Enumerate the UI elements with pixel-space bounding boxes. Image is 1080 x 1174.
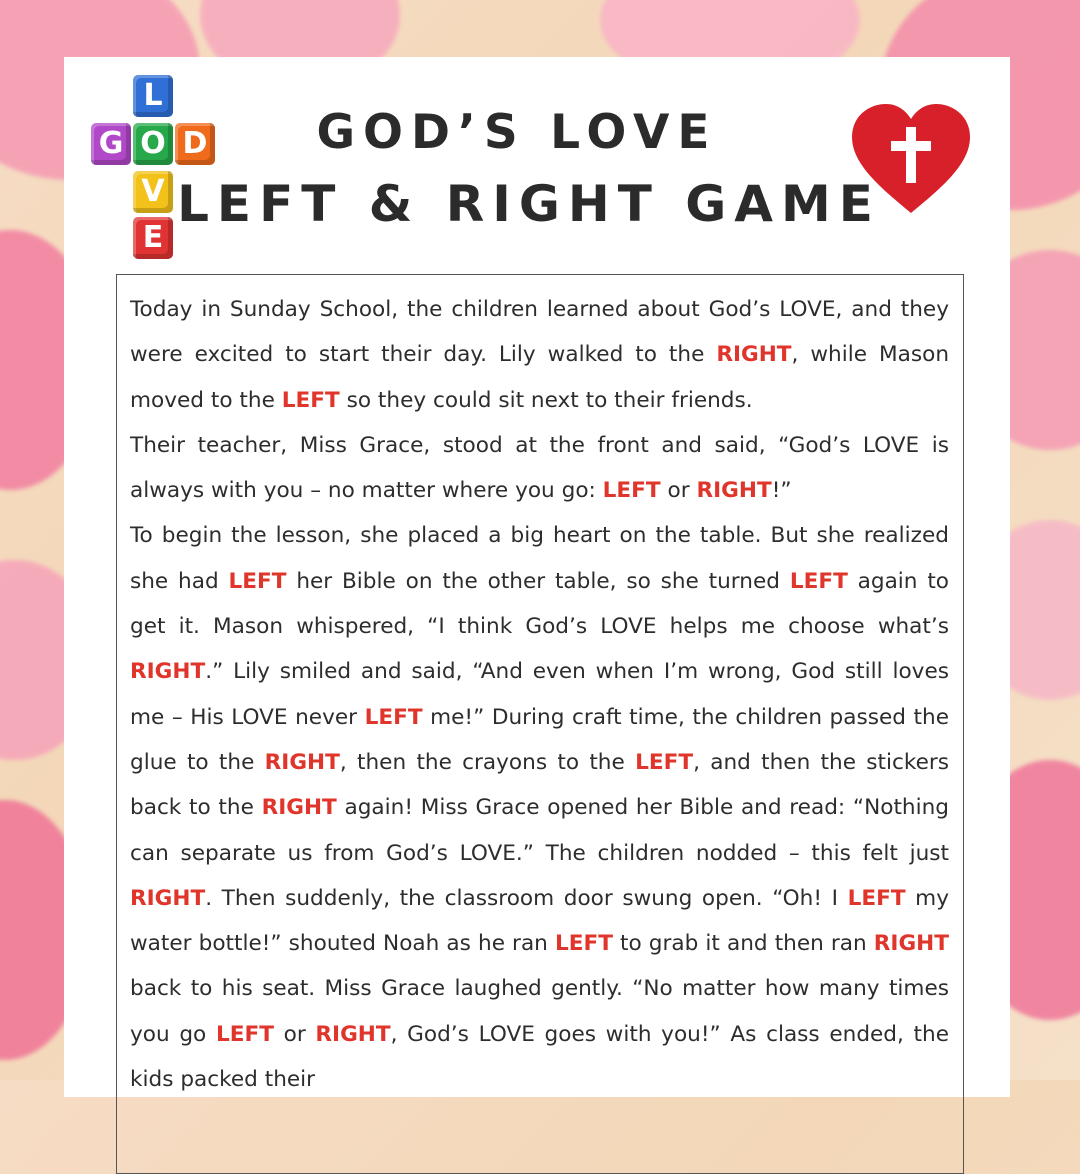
- direction-word: RIGHT: [130, 659, 206, 685]
- story-text-box: [116, 274, 964, 1174]
- logo-block-g: G: [91, 123, 131, 165]
- god-love-blocks-logo: [90, 75, 230, 265]
- story-paragraph: [130, 423, 949, 514]
- story-paragraph: [130, 287, 949, 423]
- story-text: to grab it and then ran: [612, 931, 874, 957]
- story-text: or: [660, 478, 697, 504]
- direction-word: RIGHT: [130, 885, 206, 911]
- logo-block-e: E: [133, 217, 173, 259]
- heart-cross-icon: [848, 101, 974, 219]
- story-text: , then the crayons to the: [339, 749, 636, 775]
- direction-word: LEFT: [228, 568, 287, 594]
- direction-word: LEFT: [364, 704, 423, 730]
- story-text: , and then the stickers back to the: [130, 749, 950, 821]
- story-text: my water bottle!” shouted Noah as he ran: [130, 885, 949, 957]
- page-title-line-2: LEFT & RIGHT GAME: [177, 175, 881, 233]
- direction-word: LEFT: [281, 387, 340, 413]
- story-text: To begin the lesson, she placed a big heart on the table. But she realized she had: [130, 523, 949, 594]
- story-text: Today in Sunday School, the children learned about God’s LOVE, and they were excited to start their day. Lily walked to the: [130, 297, 949, 368]
- story-text: !”: [771, 478, 792, 504]
- logo-block-v: V: [133, 171, 173, 213]
- worksheet: [64, 57, 1010, 1097]
- story-text: Their teacher, Miss Grace, stood at the front and said, “God’s LOVE is always with you – no matter where you go:: [130, 432, 949, 504]
- story-text: . Then suddenly, the classroom door swung open. “Oh! I: [205, 885, 848, 911]
- direction-word: RIGHT: [716, 342, 792, 368]
- direction-word: RIGHT: [315, 1021, 391, 1047]
- direction-word: RIGHT: [873, 931, 949, 957]
- direction-word: LEFT: [635, 749, 694, 775]
- direction-word: LEFT: [602, 478, 661, 504]
- story-text: , God’s LOVE goes with you!” As class ended, the kids packed their: [130, 1021, 949, 1093]
- story-text: so they could sit next to their friends.: [339, 387, 753, 413]
- direction-word: LEFT: [215, 1021, 274, 1047]
- story-text: or: [273, 1021, 316, 1047]
- story-text: me!” During craft time, the children passed the glue to the: [130, 704, 949, 775]
- story-text: again! Miss Grace opened her Bible and read: “Nothing can separate us from God’s LOVE.” The children nodded – this felt just: [130, 795, 949, 866]
- direction-word: LEFT: [789, 568, 848, 594]
- logo-block-l: L: [133, 75, 173, 117]
- story-paragraph: [130, 513, 949, 1102]
- direction-word: LEFT: [554, 931, 613, 957]
- direction-word: LEFT: [847, 885, 906, 911]
- direction-word: RIGHT: [696, 478, 772, 504]
- story-text: again to get it. Mason whispered, “I think God’s LOVE helps me choose what’s: [130, 568, 949, 640]
- story-text: .” Lily smiled and said, “And even when I’m wrong, God still loves me – His LOVE never: [130, 659, 949, 730]
- logo-block-d: D: [175, 123, 215, 165]
- logo-block-o: O: [133, 123, 173, 165]
- story-text: her Bible on the other table, so she turned: [286, 568, 790, 594]
- direction-word: RIGHT: [261, 795, 337, 821]
- story-text: , while Mason moved to the: [130, 342, 949, 413]
- story-text: back to his seat. Miss Grace laughed gently. “No matter how many times you go: [130, 976, 949, 1047]
- page-title-line-1: GOD’S LOVE: [316, 105, 718, 160]
- direction-word: RIGHT: [264, 749, 340, 775]
